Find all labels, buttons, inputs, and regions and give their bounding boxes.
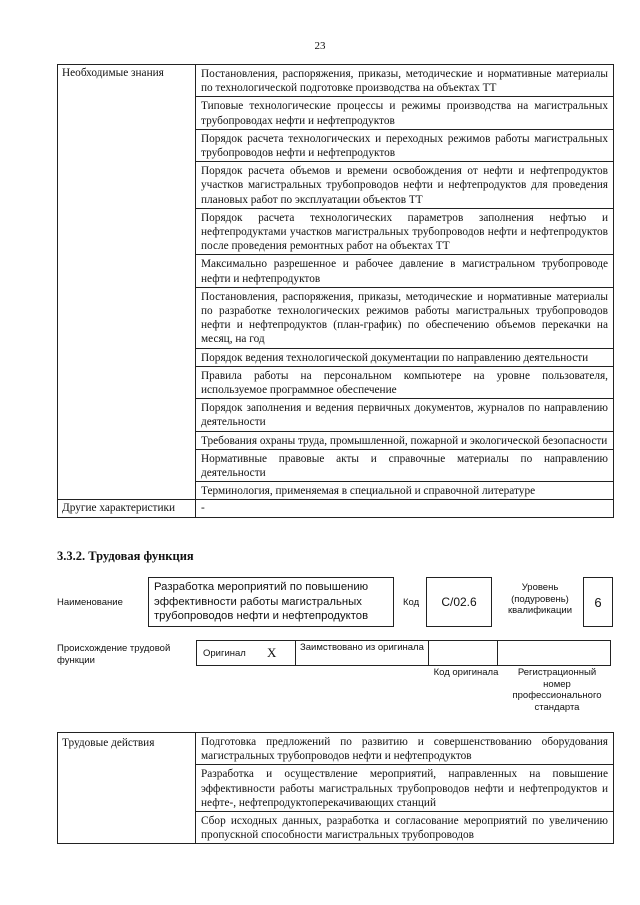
borrowed-cell: Заимствовано из оригинала [295,640,429,666]
original-cell [196,640,296,666]
actions-label: Трудовые действия [58,733,196,844]
knowledge-item: Порядок ведения технологической документации по направлению деятельности [196,349,613,367]
original-label: Оригинал [203,648,246,659]
knowledge-item: Максимально разрешенное и рабочее давление в магистральном трубопроводе нефти и нефтепродуктов [196,255,613,287]
knowledge-table [57,64,614,518]
name-label: Наименование [57,597,123,608]
action-item: Подготовка предложений по развитию и совершенствованию оборудования магистральных трубопроводов нефти и нефтепродуктов [196,733,613,765]
reg-number-cell [497,640,611,666]
knowledge-item: Требования охраны труда, промышленной, пожарной и экологической безопасности [196,432,613,450]
knowledge-label: Необходимые знания [58,65,196,500]
section-title: 3.3.2. Трудовая функция [57,549,194,563]
page-number: 23 [314,40,326,52]
original-mark: X [267,645,277,660]
knowledge-item: Порядок расчета объемов и времени освобождения от нефти и нефтепродуктов участков магистральных трубопроводов нефти и нефтепродуктов для проведения плановых работ по эксплуатации объектов ТТ [196,162,613,209]
actions-list [196,733,614,844]
level-box: 6 [583,577,613,627]
knowledge-item: Порядок расчета технологических параметров заполнения нефтью и нефтепродуктами участков магистральных трубопроводов нефти и нефтепродуктов после проведения ремонтных работ на объектах ТТ [196,209,613,256]
other-characteristics-label: Другие характеристики [58,500,196,517]
code-original-caption: Код оригинала [433,667,499,678]
code-label: Код [403,597,420,608]
knowledge-item: Терминология, применяемая в специальной и справочной литературе [201,485,536,498]
level-label: Уровень (подуровень) квалификации [507,582,573,616]
actions-table [57,732,614,844]
function-name-box: Разработка мероприятий по повышению эффективности работы магистральных трубопроводов нефти и нефтепродуктов [148,577,394,627]
function-code-box: C/02.6 [426,577,492,627]
action-item: Разработка и осуществление мероприятий, направленных на повышение эффективности работы магистральных трубопроводов нефти и нефтепродуктов и нефте-, нефтепродуктоперекачивающих станций [196,765,613,812]
origin-label: Происхождение трудовой функции [57,643,171,666]
knowledge-item: Порядок заполнения и ведения первичных документов, журналов по направлению деятельности [196,399,613,431]
knowledge-list [196,65,614,500]
reg-number-caption: Регистрационный номер профессионального стандарта [512,667,602,713]
origin-row [197,640,611,666]
knowledge-item: Порядок расчета технологических и переходных режимов работы магистральных трубопроводов нефти и нефтепродуктов [196,130,613,162]
knowledge-item: Типовые технологические процессы и режимы производства на магистральных трубопроводах нефти и нефтепродуктов [196,97,613,129]
knowledge-item: Нормативные правовые акты и справочные материалы по направлению деятельности [196,450,613,482]
knowledge-item: Постановления, распоряжения, приказы, методические и нормативные материалы по технологической подготовке производства на объектах ТТ [196,65,613,97]
other-characteristics-value: - [196,500,614,517]
knowledge-item: Правила работы на персональном компьютере на уровне пользователя, используемое программное обеспечение [196,367,613,399]
knowledge-item: Постановления, распоряжения, приказы, методические и нормативные материалы по разработке технологических режимов работы магистральных трубопроводов нефти и нефтепродуктов (план-график) по обеспечению объемов перекачки на месяц, на год [196,288,613,349]
code-original-cell [428,640,498,666]
action-item: Сбор исходных данных, разработка и согласование мероприятий по увеличению пропускной способности магистральных трубопроводов [201,815,608,842]
